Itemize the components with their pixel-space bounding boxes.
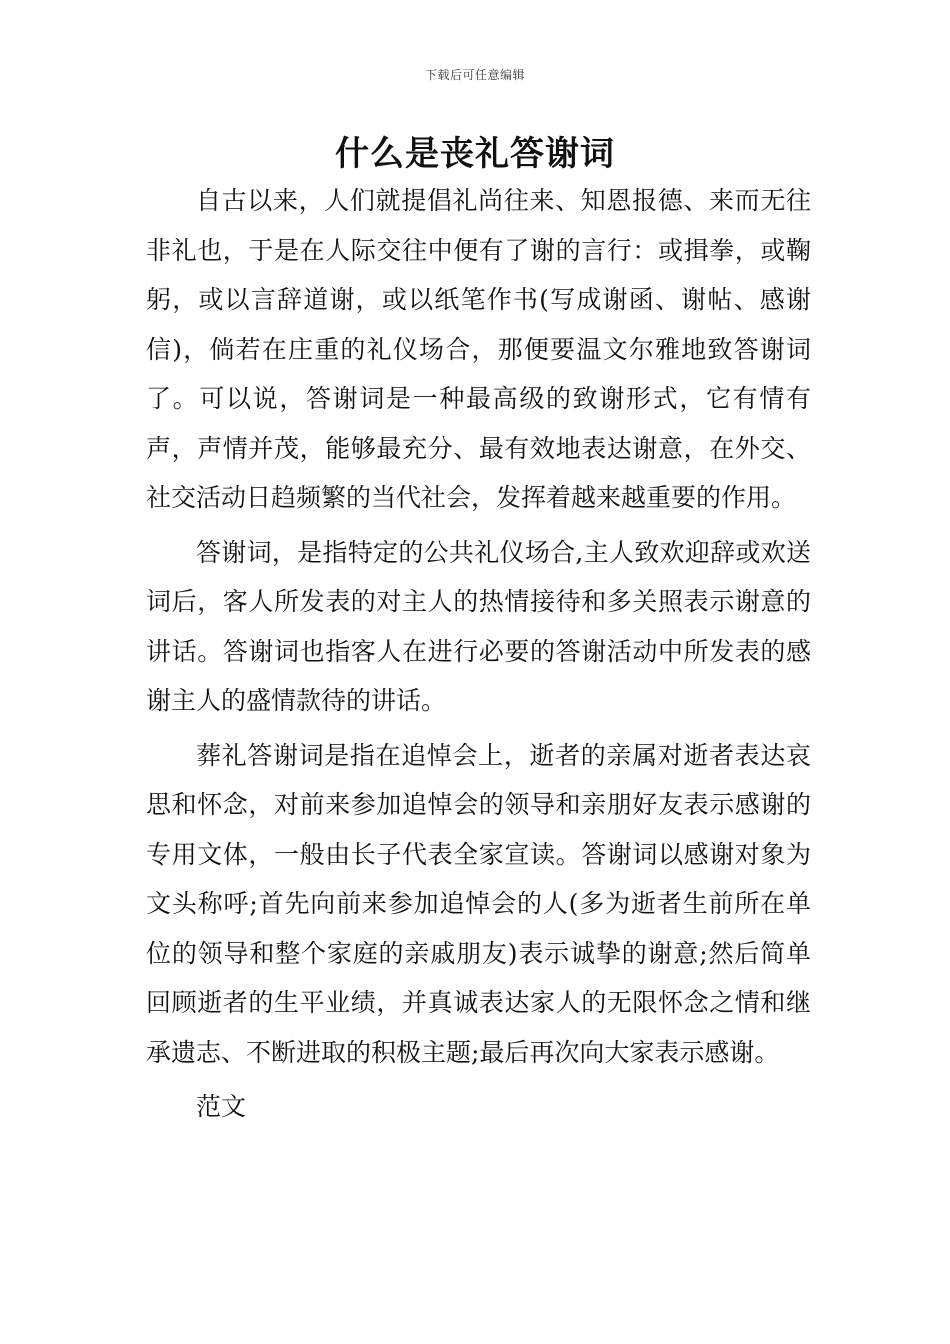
paragraph-intro: 自古以来，人们就提倡礼尚往来、知恩报德、来而无往非礼也，于是在人际交往中便有了谢的言行：或揖拳，或鞠躬，或以言辞道谢，或以纸笔作书(写成谢函、谢帖、感谢信)，倘若在庄重的礼仪场合，那便要温文尔雅地致答谢词了。可以说，答谢词是一种最高级的致谢形式，它有情有声，声情并茂，能够最充分、最有效地表达谢意，在外交、社交活动日趋频繁的当代社会，发挥着越来越重要的作用。 [146,186,811,512]
paragraph-definition: 答谢词，是指特定的公共礼仪场合,主人致欢迎辞或欢送词后，客人所发表的对主人的热情接待和多关照表示谢意的讲话。答谢词也指客人在进行必要的答谢活动中所发表的感谢主人的盛情款待的讲话。 [146,537,811,715]
paragraph-funeral-thanks: 葬礼答谢词是指在追悼会上，逝者的亲属对逝者表达哀思和怀念，对前来参加追悼会的领导和亲朋好友表示感谢的专用文体，一般由长子代表全家宣读。答谢词以感谢对象为文头称呼;首先向前来参加追悼会的人(多为逝者生前所在单位的领导和整个家庭的亲戚朋友)表示诚挚的谢意;然后简单回顾逝者的生平业绩，并真诚表达家人的无限怀念之情和继承遗志、不断进取的积极主题;最后再次向大家表示感谢。 [146,740,811,1067]
document-title: 什么是丧礼答谢词 [335,134,615,174]
paragraph-sample-label: 范文 [196,1092,247,1121]
document-body [146,176,811,1137]
header-note: 下载后可任意编辑 [424,68,525,82]
